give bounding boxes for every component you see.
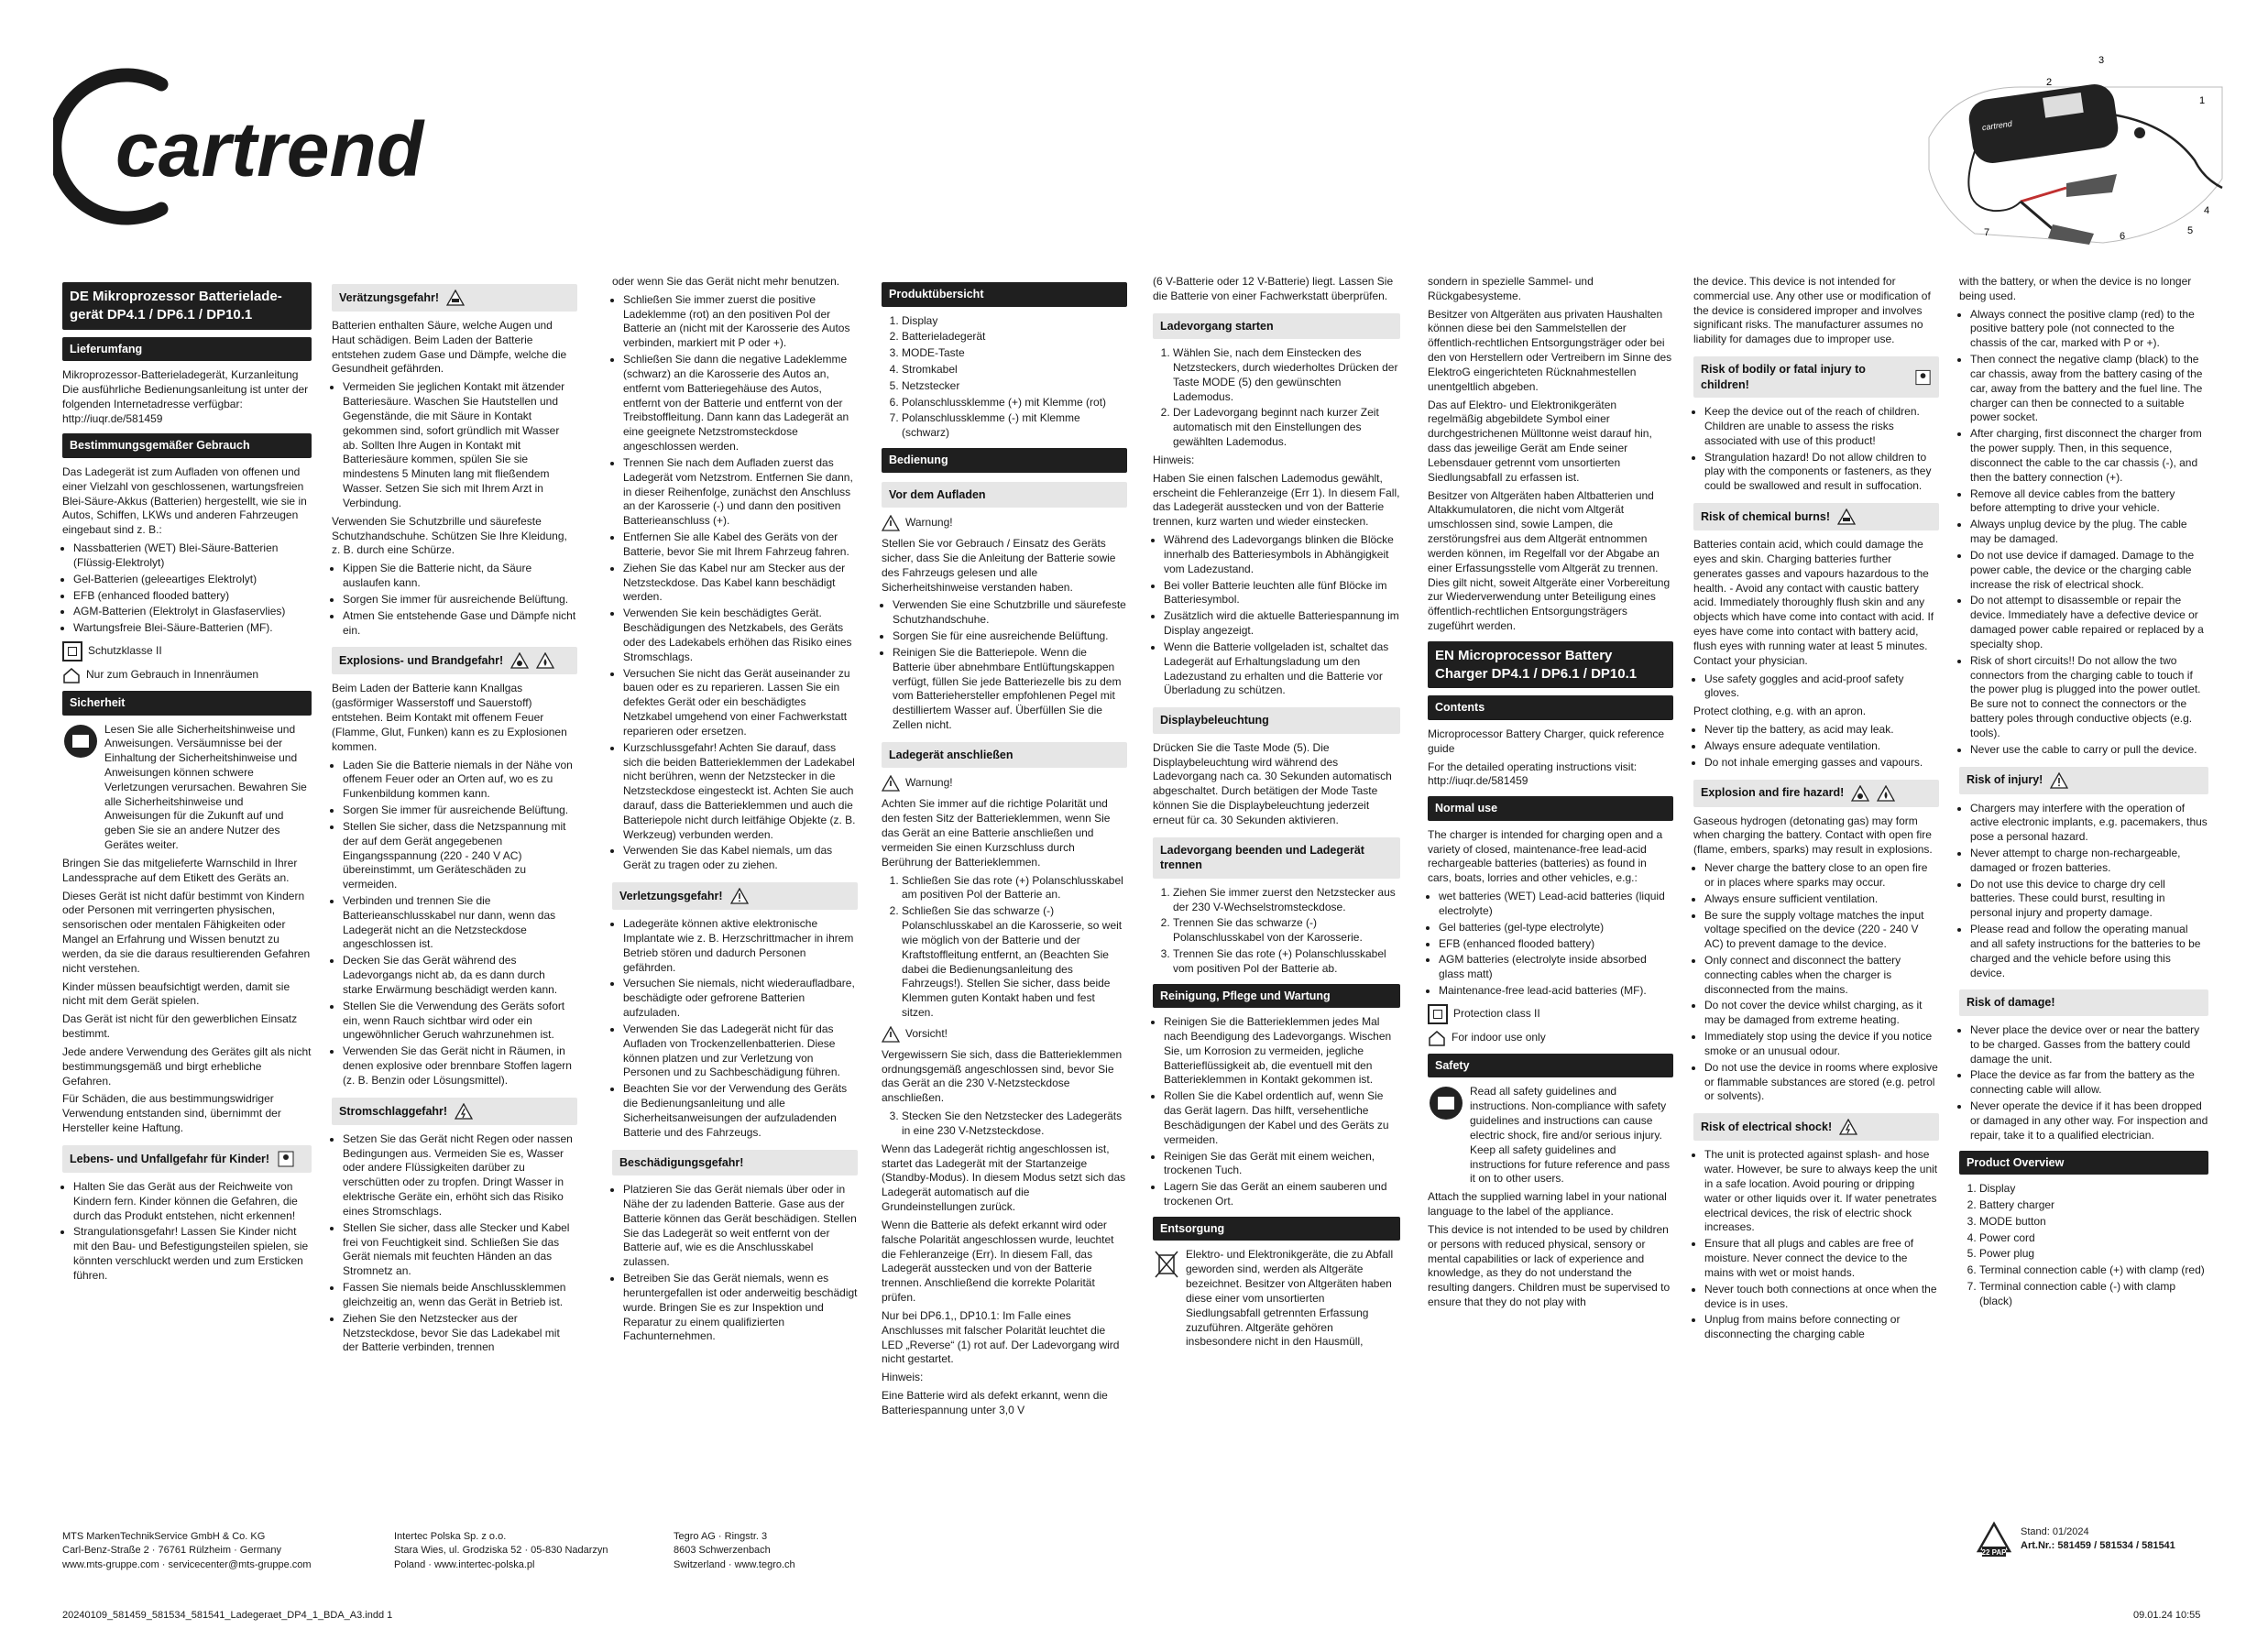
list-item: • Setzen Sie das Gerät nicht Regen oder nassen Bedingungen aus. Vermeiden Sie es, Wasser oder andere Flüssigkeiten darüber zu verschütten oder zu tropfen. Dringt Wasser in elektrische Geräte ein, erhöht sich das Risiko eines Stromschlags. <box>343 1132 577 1219</box>
warning-icon <box>882 515 900 531</box>
callout-4: 4 <box>2204 205 2210 216</box>
list-item: • Schließen Sie immer zuerst die positive Ladeklemme (rot) an den positiven Pol der Batterie an (nicht mit der Karosserie des Autos verbinden, markiert mit P oder +). <box>623 293 858 351</box>
list-item: • Verwenden Sie eine Schutzbrille und säurefeste Schutzhandschuhe. <box>893 598 1127 628</box>
electrical-shock-heading: Risk of electrical shock! <box>1693 1113 1939 1141</box>
list-item: • Immediately stop using the device if you notice smoke or an unusual odour. <box>1704 1030 1939 1059</box>
innenraum-label: Nur zum Gebrauch in Innenräumen <box>86 668 259 682</box>
column-de-4 <box>882 275 1127 1422</box>
list-item: • Do not use the device in rooms where explosive or flammable substances are stored (e.g. petrol or solvents). <box>1704 1061 1939 1104</box>
list-item: • Reinigen Sie die Batterieklemmen jedes Mal nach Beendigung des Ladevorgangs. Wischen Sie, um Korrosion zu vermeiden, jegliche Batterieflüssigkeit ab, die eventuell mit den Batterieklemmen in Kontakt gekommen ist. <box>1164 1015 1400 1088</box>
list-item: • wet batteries (WET) Lead-acid batteries (liquid electrolyte) <box>1439 890 1673 919</box>
list-item: • Never place the device over or near the battery to be charged. Gasses from the battery could damage the unit. <box>1970 1023 2208 1066</box>
protection-label: Protection class II <box>1453 1006 1540 1020</box>
list-item: • Then connect the negative clamp (black) to the car chassis, away from the battery casing of the car, away from the battery and the fuel line. The charger can then be connected to a suitable power socket. <box>1970 353 2208 425</box>
footer-line: MTS MarkenTechnikService GmbH & Co. KG <box>62 1531 266 1542</box>
list-item: • Ziehen Sie das Kabel nur am Stecker aus der Netzsteckdose. Das Kabel kann beschädigt werden. <box>623 562 858 605</box>
cartrend-logo <box>53 64 438 229</box>
recycling-pap-icon <box>1975 1521 2013 1562</box>
warning-label: Warnung! <box>905 776 953 790</box>
column-6 <box>1428 275 1673 1314</box>
list-item: 2. Battery charger <box>1979 1198 2208 1213</box>
list-item: • Keep the device out of the reach of children. Children are unable to assess the risks associated with use of this product! <box>1704 405 1939 448</box>
column-de-3 <box>612 275 858 1348</box>
list-item: 1. Wählen Sie, nach dem Einstecken des Netzsteckers, durch wiederholtes Drücken der Taste MODE (5) den gewünschten Lademodus. <box>1173 346 1400 404</box>
caution-icon <box>882 1026 900 1043</box>
list-item: • Fassen Sie niemals beide Anschlussklemmen gleichzeitig an, wenn das Gerät in Betrieb ist. <box>343 1281 577 1310</box>
footer-tegro <box>674 1530 795 1572</box>
list-item: • Stellen Sie die Verwendung des Geräts sofort ein, wenn Rauch sichtbar wird oder ein ungewöhnlicher Geruch wahrzunehmen ist. <box>343 1000 577 1043</box>
anschliessen-text-3: Wenn die Batterie als defekt erkannt wird oder falsche Polarität angeschlossen wurde, leuchtet die Fehleranzeige (Err). In diesem Fall, das Ladegerät ausstecken und von der Batterie trennen. Anschließend die korrekte Polarität prüfen. <box>882 1218 1114 1305</box>
corrosive-warning-icon <box>446 290 465 306</box>
veraetzung-text: Batterien enthalten Säure, welche Augen und Haut schädigen. Beim Laden der Batterie entstehen zudem Gase und Dämpfe, welche die Gesundheit gefährden. <box>332 319 567 376</box>
vor-text: Stellen Sie vor Gebrauch / Einsatz des Geräts sicher, dass Sie die Anleitung der Batterie sowie des Fahrzeugs gelesen und alle Sicherheitshinweise verstanden haben. <box>882 537 1116 594</box>
electric-warning-icon <box>1839 1119 1857 1135</box>
entsorgung-heading: Entsorgung <box>1153 1217 1400 1241</box>
normal-use-text: The charger is intended for charging open and a variety of closed, maintenance-free lead-acid rechargeable batteries (batteries) as found in cars, boats, lorries and other vehicles, e.g.: <box>1428 827 1663 885</box>
continued-text: sondern in spezielle Sammel- und Rückgabesysteme. <box>1428 275 1594 302</box>
list-item: • Reinigen Sie die Batteriepole. Wenn die Batterie über abnehmbare Entlüftungskappen verfügt, füllen Sie jede Batteriezelle bis zu dem vom Batteriehersteller empfohlenen Pegel mit destilliertem Wasser auf. Überfüllen Sie die Zellen nicht. <box>893 646 1127 733</box>
product-illustration <box>1920 50 2231 261</box>
list-item: • Versuchen Sie niemals, nicht wiederaufladbare, beschädigte oder gefrorene Batterien aufzuladen. <box>623 977 858 1020</box>
sicherheit-heading: Sicherheit <box>62 691 312 716</box>
veraetzung-text-2: Verwenden Sie Schutzbrille und säurefeste Schutzhandschuhe. Schützen Sie Ihre Kleidung, z. B. durch eine Schürze. <box>332 514 567 557</box>
kinder-heading: Lebens- und Unfallgefahr für Kinder! <box>62 1145 312 1173</box>
entsorgung-text-1: Besitzer von Altgeräten aus privaten Haushalten können diese bei den Sammelstellen der öffentlich-rechtlichen Entsorgungsträger oder bei den von Herstellern oder Vertreibern im Sinne des ElektroG eingerichteten Rücknahmestellen unentgeltlich abgeben. <box>1428 307 1672 393</box>
list-item: • Verwenden Sie das Kabel niemals, um das Gerät zu tragen oder zu ziehen. <box>623 844 858 873</box>
list-item: • Stellen Sie sicher, dass alle Stecker und Kabel frei von Feuchtigkeit sind. Schließen Sie das Gerät niemals mit feuchten Händen an das Stromnetz an. <box>343 1221 577 1279</box>
list-item: • Chargers may interfere with the operation of active electronic implants, e.g. pacemakers, thus pose a personal hazard. <box>1970 802 2208 845</box>
lieferumfang-text: Mikroprozessor-Batterieladegerät, Kurzanleitung Die ausführliche Bedienungsanleitung ist unter der folgenden Internetadresse verfügbar: http://iuqr.de/581459 <box>62 368 309 425</box>
list-item: • Remove all device cables from the battery before attempting to drive your vehicle. <box>1970 487 2208 517</box>
svg-text:cartrend: cartrend <box>115 106 424 192</box>
list-item: • Gel batteries (gel-type electrolyte) <box>1439 921 1673 935</box>
footer-line: Switzerland · www.tegro.ch <box>674 1558 795 1570</box>
callout-6: 6 <box>2120 231 2126 242</box>
list-item: 3. Stecken Sie den Netzstecker des Ladegeräts in eine 230 V-Netzsteckdose. <box>902 1110 1127 1139</box>
veraetzung-heading: Verätzungsgefahr! <box>332 284 577 312</box>
warning-icon <box>882 775 900 792</box>
list-item: • Never touch both connections at once when the device is in uses. <box>1704 1283 1939 1312</box>
list-item: 1. Schließen Sie das rote (+) Polanschlusskabel am positiven Pol der Batterie an. <box>902 874 1127 903</box>
list-item: • Verbinden und trennen Sie die Batterieanschlusskabel nur dann, wenn das Ladegerät nicht an die Netzsteckdose angeschlossen ist. <box>343 894 577 952</box>
footer-line: www.mts-gruppe.com · servicecenter@mts-gruppe.com <box>62 1558 312 1570</box>
callout-2: 2 <box>2046 77 2053 88</box>
list-item: • Kurzschlussgefahr! Achten Sie darauf, dass sich die beiden Batterieklemmen der Ladekabel nicht berühren, wenn der Netzstecker in die Netzsteckdose eingesteckt ist. Achten Sie auch darauf, dass die Batterieklemmen und auch die Batteriepole nicht durch leitfähige Objekte (z. B. Werkzeug) verbunden werden. <box>623 741 858 843</box>
list-item: • Atmen Sie entstehende Gase und Dämpfe nicht ein. <box>343 609 577 639</box>
list-item: • AGM batteries (electrolyte inside absorbed glass matt) <box>1439 953 1673 982</box>
list-item: • Sorgen Sie immer für ausreichende Belüftung. <box>343 804 577 818</box>
list-item: • Bei voller Batterie leuchten alle fünf Blöcke im Batteriesymbol. <box>1164 579 1400 608</box>
anschliessen-heading: Ladegerät anschließen <box>882 742 1127 769</box>
hinweis-label: Hinweis: <box>882 1371 924 1384</box>
sicherheit-text-3: Dieses Gerät ist nicht dafür bestimmt von Kindern oder Personen mit verringerten physischen, sensorischen oder mentalen Fähigkeiten oder Mangel an Erfahrung und Wissen benutzt zu werden, da sie die daraus resultierenden Gefahren nicht verstehen. <box>62 889 311 975</box>
list-item: 5. Netzstecker <box>902 379 1127 394</box>
reinigung-heading: Reinigung, Pflege und Wartung <box>1153 984 1400 1009</box>
verletzung-heading: Verletzungsgefahr! <box>612 882 858 910</box>
explosion-warning-icon <box>510 652 529 669</box>
continued-text: with the battery, or when the device is no longer being used. <box>1959 275 2192 302</box>
list-item: • Platzieren Sie das Gerät niemals über oder in Nähe der zu ladenden Batterie. Gase aus der Batterie können das Gerät beschädigen. Stellen Sie das Ladegerät so weit entfernt von der Batterie auf, wie es die Anschlusskabel zulassen. <box>623 1183 858 1270</box>
list-item: • Strangulationsgefahr! Lassen Sie Kinder nicht mit den Bau- und Befestigungsteilen spielen, sie könnten verschluckt werden und zum Ersticken führen. <box>73 1225 312 1283</box>
list-item: • Strangulation hazard! Do not allow children to play with the components or fasteners, as they could be swallowed and result in suffocation. <box>1704 451 1939 494</box>
footer-line: 8603 Schwerzenbach <box>674 1545 771 1557</box>
chemical-text-2: Protect clothing, e.g. with an apron. <box>1693 705 1867 718</box>
exclamation-warning-icon <box>730 888 749 904</box>
list-item: 4. Stromkabel <box>902 363 1127 377</box>
sicherheit-text-5: Das Gerät ist nicht für den gewerblichen Einsatz bestimmt. <box>62 1012 298 1041</box>
list-item: • Never charge the battery close to an open fire or in places where sparks may occur. <box>1704 861 1939 891</box>
de-title: DE Mikroprozessor Batterielade-gerät DP4.1 / DP6.1 / DP10.1 <box>62 282 312 330</box>
list-item: 1. Display <box>902 314 1127 329</box>
normal-use-heading: Normal use <box>1428 796 1673 821</box>
gebrauch-heading: Bestimmungsgemäßer Gebrauch <box>62 433 312 458</box>
bodily-injury-heading: Risk of bodily or fatal injury to children! <box>1693 356 1939 398</box>
article-number: Art.Nr.: 581459 / 581534 / 581541 <box>2021 1540 2175 1552</box>
list-item: • Versuchen Sie nicht das Gerät auseinander zu bauen oder es zu reparieren. Lassen Sie ein defektes Gerät oder ein beschädigtes Netzkabel umgehend von einer Fachwerkstatt reparieren oder ersetzen. <box>623 667 858 739</box>
safety-text-2: Attach the supplied warning label in your national language to the label of the appliance. <box>1428 1190 1667 1219</box>
produkt-heading: Produktübersicht <box>882 282 1127 307</box>
list-item: 7. Terminal connection cable (-) with clamp (black) <box>1979 1280 2208 1309</box>
list-item: 7. Polanschlussklemme (-) mit Klemme (schwarz) <box>902 411 1127 441</box>
schutzklasse-label: Schutzklasse II <box>88 644 162 658</box>
warning-label: Warnung! <box>905 516 953 530</box>
chemical-text: Batteries contain acid, which could damage the eyes and skin. Charging batteries further generates gasses and vapours hazardous to the health. - Avoid any contact with caustic battery acid. Immediately thoroughly flush skin and any objects which have come into contact with acid. If eyes have come into contact with battery acid, flush eyes with running water at least 5 minutes. Contact your physician. <box>1693 538 1934 667</box>
safety-text-3: This device is not intended to be used by children or persons with reduced physical, sensory or mental capabilities or lack of experience and knowledge, as they do not understand the resulting dangers. Children must be supervised to ensure that they do not play with <box>1428 1222 1671 1308</box>
continued-text: oder wenn Sie das Gerät nicht mehr benutzen. <box>612 275 840 288</box>
electric-warning-icon <box>455 1103 473 1120</box>
explosion-warning-icon <box>1851 785 1869 802</box>
list-item: 6. Terminal connection cable (+) with clamp (red) <box>1979 1263 2208 1278</box>
sicherheit-text-2: Bringen Sie das mitgelieferte Warnschild in Ihrer Landessprache auf dem Etikett des Geräts an. <box>62 856 298 884</box>
list-item: • Während des Ladevorgangs blinken die Blöcke innerhalb des Batteriesymbols in Abhängigkeit vom Ladezustand. <box>1164 533 1400 576</box>
lieferumfang-heading: Lieferumfang <box>62 337 312 362</box>
list-item: • Never use the cable to carry or pull the device. <box>1970 743 2208 758</box>
list-item: • Always ensure sufficient ventilation. <box>1704 892 1939 907</box>
list-item: 4. Power cord <box>1979 1231 2208 1246</box>
callout-3: 3 <box>2098 55 2105 66</box>
list-item: • Stellen Sie sicher, dass die Netzspannung mit der auf dem Gerät angegebenen Eingangsspannung (220 - 240 V AC) übereinstimmt, um Geräteschäden zu vermeiden. <box>343 820 577 892</box>
footer-intertec <box>394 1530 608 1572</box>
list-item: • Sorgen Sie für eine ausreichende Belüftung. <box>893 629 1127 644</box>
caution-label: Vorsicht! <box>905 1026 948 1040</box>
hinweis-text: Haben Sie einen falschen Lademodus gewählt, erscheint die Fehleranzeige (Err 1). In diesem Fall, das Ladegerät ausstecken und von der Batterie trennen, kurz warten und wieder einstecken. <box>1153 471 1400 529</box>
exclamation-warning-icon <box>2050 772 2068 789</box>
list-item: • Please read and follow the operating manual and all safety instructions for the batteries to be charged and the vehicle before using this device. <box>1970 923 2208 980</box>
corrosive-warning-icon <box>1837 508 1856 525</box>
list-item: • Sorgen Sie immer für ausreichende Belüftung. <box>343 593 577 607</box>
footer-line: Tegro AG · Ringstr. 3 <box>674 1531 768 1542</box>
list-item: • Rollen Sie die Kabel ordentlich auf, wenn Sie das Gerät lagern. Das hilft, versehentliche Beschädigungen der Kabel und des Geräts zu vermeiden. <box>1164 1089 1400 1147</box>
strom-heading: Stromschlaggefahr! <box>332 1098 577 1125</box>
list-item: • Do not attempt to disassemble or repair the device. Immediately have a defective device or damaged power cable repaired or replaced by a specialty shop. <box>1970 594 2208 651</box>
list-item: • Always unplug device by the plug. The cable may be damaged. <box>1970 518 2208 547</box>
sicherheit-text-7: Für Schäden, die aus bestimmungswidriger Verwendung entstanden sind, übernimmt der Hersteller keine Haftung. <box>62 1092 281 1135</box>
list-item: • Never tip the battery, as acid may leak. <box>1704 723 1939 738</box>
sicherheit-text-6: Jede andere Verwendung des Gerätes gilt als nicht bestimmungsgemäß und birgt erhebliche Gefahren. <box>62 1044 312 1088</box>
document-meta <box>2021 1525 2175 1554</box>
list-item: 2. Trennen Sie das schwarze (-) Polanschlusskabel von der Karosserie. <box>1173 916 1400 946</box>
list-item: • Maintenance-free lead-acid batteries (MF). <box>1439 984 1673 999</box>
beschaedigung-heading: Beschädigungsgefahr! <box>612 1150 858 1176</box>
child-warning-icon <box>277 1151 295 1167</box>
explosion-text: Gaseous hydrogen (detonating gas) may form when charging the battery. Contact with open fire (flame, embers, sparks) may result in explosions. <box>1693 814 1933 857</box>
list-item: • EFB (enhanced flooded battery) <box>73 589 312 604</box>
list-item: • Verwenden Sie das Gerät nicht in Räumen, in denen explosive oder brennbare Stoffen lagern (z. B. Benzin oder Lösungsmittel). <box>343 1044 577 1088</box>
column-de-1 <box>62 275 312 1287</box>
indoor-label: For indoor use only <box>1452 1030 1546 1044</box>
list-item: • Gel-Batterien (geleeartiges Elektrolyt) <box>73 573 312 587</box>
display-heading: Displaybeleuchtung <box>1153 707 1400 734</box>
job-date: 09.01.24 10:55 <box>2133 1610 2201 1621</box>
list-item: • Ladegeräte können aktive elektronische Implantate wie z. B. Herzschrittmacher in ihrem Betrieb stören und dadurch Personen gefährden. <box>623 917 858 975</box>
list-item: 2. Batterieladegerät <box>902 330 1127 344</box>
list-item: • Beachten Sie vor der Verwendung des Geräts die Bedienungsanleitung und alle Sicherheitsanweisungen der aufzuladenden Batterie und des Fahrzeugs. <box>623 1082 858 1140</box>
sicherheit-text-1: Lesen Sie alle Sicherheitshinweise und Anweisungen. Versäumnisse bei der Einhaltung der Sicherheitshinweise und Anweisungen können schwere Verletzungen verursachen. Bewahren Sie alle Sicherheitshinweise und Anweisungen für die Zukunft auf und geben Sie sie an andere Nutzer des Gerätes weiter. <box>104 722 307 852</box>
list-item: • Use safety goggles and acid-proof safety gloves. <box>1704 672 1939 702</box>
list-item: • Zusätzlich wird die aktuelle Batteriespannung im Display angezeigt. <box>1164 609 1400 639</box>
continued-text: the device. This device is not intended for commercial use. Any other use or modification of the device is considered improper and involves significant risks. The manufacturer assumes no liability for damages due to improper use. <box>1693 275 1931 346</box>
list-item: • Verwenden Sie das Ladegerät nicht für das Aufladen von Trockenzellenbatterien. Diese können platzen und zur Verletzung von Personen und zu Sachbeschädigung führen. <box>623 1022 858 1080</box>
list-item: • Ensure that all plugs and cables are free of moisture. Never connect the device to the mains with wet or moist hands. <box>1704 1237 1939 1280</box>
list-item: 3. Trennen Sie das rote (+) Polanschlusskabel vom positiven Pol der Batterie ab. <box>1173 947 1400 977</box>
list-item: • Ziehen Sie den Netzstecker aus der Netzsteckdose, bevor Sie das Ladekabel mit der Batterie verbinden, trennen <box>343 1312 577 1355</box>
list-item: • Entfernen Sie alle Kabel des Geräts von der Batterie, bevor Sie mit Ihrem Fahrzeug fahren. <box>623 530 858 560</box>
column-en-2 <box>1693 275 1939 1346</box>
list-item: • Do not inhale emerging gasses and vapours. <box>1704 756 1939 771</box>
callout-5: 5 <box>2187 225 2194 236</box>
ladevorgang-heading: Ladevorgang starten <box>1153 313 1400 340</box>
list-item: • Wartungsfreie Blei-Säure-Batterien (MF). <box>73 621 312 636</box>
list-item: • After charging, first disconnect the charger from the power supply. Then, in this sequence, disconnect the cable to the car chassis (-), and then the battery connection (+). <box>1970 427 2208 485</box>
list-item: 1. Ziehen Sie immer zuerst den Netzstecker aus der 230 V-Wechselstromsteckdose. <box>1173 886 1400 915</box>
footer-line: Poland · www.intertec-polska.pl <box>394 1558 535 1570</box>
vorsicht-text: Vergewissern Sie sich, dass die Batterieklemmen ordnungsgemäß angeschlossen sind, bevor Sie das Gerät an die 230 V-Netzsteckdose anschließen. <box>882 1047 1123 1105</box>
callout-7: 7 <box>1984 227 1990 238</box>
svg-text:cartrend: cartrend <box>1981 118 2013 133</box>
list-item: • Do not cover the device whilst charging, as it may be damaged from extreme heating. <box>1704 999 1939 1028</box>
safety-heading: Safety <box>1428 1054 1673 1078</box>
stand-date: Stand: 01/2024 <box>2021 1526 2089 1537</box>
footer-line: Carl-Benz-Straße 2 · 76761 Rülzheim · Germany <box>62 1545 282 1557</box>
list-item: • Lagern Sie das Gerät an einem sauberen und trockenen Ort. <box>1164 1180 1400 1209</box>
list-item: • Place the device as far from the battery as the connecting cable will allow. <box>1970 1068 2208 1098</box>
anschliessen-text-4: Nur bei DP6.1,, DP10.1: Im Falle eines Anschlusses mit falscher Polarität leuchtet die LED „Reverse“ (1) rot auf. Der Ladevorgang wird nicht gestartet. <box>882 1308 1120 1366</box>
list-item: 6. Polanschlussklemme (+) mit Klemme (rot) <box>902 396 1127 410</box>
continued-text: (6 V-Batterie oder 12 V-Batterie) liegt. Lassen Sie die Batterie von einer Fachwerkstatt überprüfen. <box>1153 275 1394 302</box>
fire-warning-icon <box>1877 785 1895 802</box>
list-item: • EFB (enhanced flooded battery) <box>1439 937 1673 952</box>
child-warning-icon <box>1914 369 1932 386</box>
job-file-name: 20240109_581459_581534_581541_Ladegeraet_DP4_1_BDA_A3.indd 1 <box>62 1610 393 1621</box>
entsorgung-text-3: Besitzer von Altgeräten haben Altbatterien und Altakkumulatoren, die nicht vom Altgerät umschlossen sind, sowie Lampen, die zerstörungsfrei aus dem Altgerät entnommen werden können, im Regelfall vor der Abgabe an einer Erfassungsstelle vom Altgerät zu trennen. Dies gilt nicht, soweit Altgeräte einer Vorbereitung zur Wiederverwendung unter Beteiligung eines öffentlich-rechtlichen Entsorgungsträgers zugeführt werden. <box>1428 488 1671 633</box>
logo-graphic <box>53 64 438 229</box>
list-item: • Schließen Sie dann die negative Ladeklemme (schwarz) an die Karosserie des Autos an, entfernt vom Batteriegehäuse des Autos, entfernt von der Batterie und entfernt von der Treibstoffleitung. Dann kann das Ladegerät an eine geeignete Netzstromsteckdose angeschlossen werden. <box>623 353 858 454</box>
list-item: • Risk of short circuits!! Do not allow the two connectors from the charging cable to touch if the power plug is plugged into the power outlet. Be sure not to connect the connectors or the battery poles through conductive objects (e.g. tools). <box>1970 654 2208 741</box>
list-item: • Unplug from mains before connecting or disconnecting the charging cable <box>1704 1313 1939 1342</box>
explosion-heading: Explosions- und Brandgefahr! <box>332 647 577 674</box>
list-item: 1. Display <box>1979 1182 2208 1197</box>
list-item: 3. MODE button <box>1979 1215 2208 1230</box>
house-icon <box>62 667 81 683</box>
anschliessen-text-2: Wenn das Ladegerät richtig angeschlossen ist, startet das Ladegerät mit der Startanzeige (Standby-Modus). In diesem Modus setzt sich das Ladegerät automatisch auf die Grundeinstellungen zurück. <box>882 1142 1126 1214</box>
list-item: • AGM-Batterien (Elektrolyt in Glasfaservlies) <box>73 605 312 619</box>
list-item: • Halten Sie das Gerät aus der Reichweite von Kindern fern. Kinder können die Gefahren, die durch das Produkt entstehen, nicht erkennen! <box>73 1180 312 1223</box>
contents-text: Microprocessor Battery Charger, quick reference guide <box>1428 727 1665 755</box>
read-manual-icon <box>1428 1085 1464 1121</box>
hinweis-label: Hinweis: <box>1153 453 1195 466</box>
list-item: • Always ensure adequate ventilation. <box>1704 739 1939 754</box>
damage-heading: Risk of damage! <box>1959 989 2208 1016</box>
beenden-heading: Ladevorgang beenden und Ladegerät trennen <box>1153 837 1400 879</box>
fire-warning-icon <box>536 652 554 669</box>
callout-1: 1 <box>2199 95 2206 106</box>
list-item: • Do not use device if damaged. Damage to the power cable, the device or the charging cable increase the risk of electrical shock. <box>1970 549 2208 592</box>
display-text: Drücken Sie die Taste Mode (5). Die Displaybeleuchtung wird während des Ladevorgang nach ca. 30 Sekunden automatisch abgeschaltet. Durch betätigen der Mode Taste können Sie die Displaybeleuchtung jederzeit erneut für ca. 30 Sekunden aktivieren. <box>1153 740 1392 826</box>
list-item: • Never attempt to charge non-rechargeable, damaged or frozen batteries. <box>1970 847 2208 876</box>
injury-heading: Risk of injury! <box>1959 767 2208 794</box>
list-item: 2. Schließen Sie das schwarze (-) Polanschlusskabel an die Karosserie, so weit wie möglich von der Batterie und der Kraftstoffleitung entfernt, an (Beachten Sie dabei die Bedienungsanleitung des Fahrzeugs!). Stellen Sie sicher, dass beide Klemmen guten Kontakt haben und fest sitzen. <box>902 904 1127 1021</box>
list-item: • Vermeiden Sie jeglichen Kontakt mit ätzender Batteriesäure. Waschen Sie Hautstellen und Gegenstände, die mit Säure in Kontakt gekommen sind, sofort gründlich mit Wasser ab. Sollten Ihre Augen in Kontakt mit Batteriesäure kommen, spülen Sie sie mindestens 5 Minuten lang mit fließendem Wasser. Setzen Sie sich mit Ihrem Arzt in Verbindung. <box>343 380 577 510</box>
contents-text-2: For the detailed operating instructions visit: http://iuqr.de/581459 <box>1428 760 1638 788</box>
footer-mts <box>62 1530 312 1572</box>
list-item: • Be sure the supply voltage matches the input voltage specified on the device (220 - 240 V AC) to prevent damage to the device. <box>1704 909 1939 952</box>
list-item: 2. Der Ladevorgang beginnt nach kurzer Zeit automatisch mit den Einstellungen des gewählten Lademodus. <box>1173 406 1400 449</box>
list-item: 3. MODE-Taste <box>902 346 1127 361</box>
entsorgung-text: Elektro- und Elektronikgeräte, die zu Abfall geworden sind, werden als Altgeräte bezeichnet. Besitzer von Altgeräten haben diese einer vom unsortierten Siedlungsabfall getrennten Erfassung zuzuführen. Altgeräte gehören insbesondere nicht in den Hausmüll, <box>1186 1248 1394 1349</box>
safety-text-1: Read all safety guidelines and instructions. Non-compliance with safety guidelines and instructions can cause electric shock, fire and/or serious injury. Keep all safety guidelines and instructions for future reference and pass it on to other users. <box>1470 1085 1671 1186</box>
list-item: • Betreiben Sie das Gerät niemals, wenn es heruntergefallen ist oder anderweitig beschädigt wurde. Bringen Sie es zur Inspektion und Reparatur zu einem qualifizierten Fachunternehmen. <box>623 1272 858 1344</box>
list-item: • Do not use this device to charge dry cell batteries. These could burst, resulting in personal injury and property damage. <box>1970 878 2208 921</box>
list-item: • Verwenden Sie kein beschädigtes Gerät. Beschädigungen des Netzkabels, des Geräts oder des Ladekabels erhöhen das Risiko eines Stromschlags. <box>623 607 858 664</box>
list-item: • Always connect the positive clamp (red) to the positive battery pole (not connected to the chassis of the car, marked with P or +). <box>1970 308 2208 351</box>
product-overview-heading: Product Overview <box>1959 1151 2208 1175</box>
hinweis-text: Eine Batterie wird als defekt erkannt, wenn die Batteriespannung unter 3,0 V <box>882 1389 1108 1416</box>
list-item: 5. Power plug <box>1979 1247 2208 1262</box>
en-title: EN Microprocessor Battery Charger DP4.1 / DP6.1 / DP10.1 <box>1428 641 1673 689</box>
list-item: • Wenn die Batterie vollgeladen ist, schaltet das Ladegerät auf Erhaltungsladung um den Ladezustand zu erhalten und die Batterie vor Überladung zu schützen. <box>1164 640 1400 698</box>
house-icon <box>1428 1030 1446 1046</box>
protection-class-icon <box>1428 1004 1448 1024</box>
list-item: • Nassbatterien (WET) Blei-Säure-Batterien (Flüssig-Elektrolyt) <box>73 541 312 571</box>
explosion-text: Beim Laden der Batterie kann Knallgas (gasförmiger Wasserstoff und Sauerstoff) entstehen. Beim Kontakt mit offenem Feuer (Flamme, Glut, Funken) kann es zu Explosionen kommen. <box>332 682 567 753</box>
list-item: • Trennen Sie nach dem Aufladen zuerst das Ladegerät vom Netzstrom. Entfernen Sie dann, in dieser Reihenfolge, zunächst den Anschluss an der Karosserie (-) und dann den positiven Batterieanschluss (+). <box>623 456 858 529</box>
list-item: • Kippen Sie die Batterie nicht, da Säure auslaufen kann. <box>343 562 577 591</box>
list-item: • Laden Sie die Batterie niemals in der Nähe von offenem Feuer oder an Orten auf, wo es zu Funkenbildung kommen kann. <box>343 759 577 802</box>
crossed-bin-icon <box>1153 1248 1180 1281</box>
list-item: • Decken Sie das Gerät während des Ladevorgangs nicht ab, da es dann durch starke Erwärmung beschädigt werden kann. <box>343 954 577 997</box>
bedienung-heading: Bedienung <box>882 448 1127 473</box>
entsorgung-text-2: Das auf Elektro- und Elektronikgeräten regelmäßig abgebildete Symbol einer durchgestrichenen Mülltonne weist darauf hin, dass das jeweilige Gerät am Ende seiner Lebensdauer getrennt vom unsortierten Siedlungsabfall zu erfassen ist. <box>1428 398 1652 484</box>
gebrauch-text: Das Ladegerät ist zum Aufladen von offenen und einer Vielzahl von geschlossenen, wartungsfreien Blei-Säure-Akkus (Batterien) hergestellt, wie sie in Autos, Schiffen, LKWs und anderen Fahrzeugen eingebaut sind z. B.: <box>62 465 307 537</box>
column-en-3 <box>1959 275 2208 1313</box>
gebrauch-list <box>62 541 312 636</box>
list-item: • Reinigen Sie das Gerät mit einem weichen, trockenen Tuch. <box>1164 1150 1400 1179</box>
list-item: • Only connect and disconnect the battery connecting cables when the charger is disconnected from the mains. <box>1704 954 1939 997</box>
contents-heading: Contents <box>1428 695 1673 720</box>
column-de-2 <box>332 275 577 1359</box>
chemical-burns-heading: Risk of chemical burns! <box>1693 503 1939 530</box>
protection-class-icon <box>62 641 82 661</box>
footer-line: Intertec Polska Sp. z o.o. <box>394 1531 507 1542</box>
anschliessen-text: Achten Sie immer auf die richtige Polarität und den festen Sitz der Batterieklemmen, wenn Sie das Gerät an eine Batterie anschließen und vermeiden Sie einen Kurzschluss durch Berührung der Batterieklemmen. <box>882 797 1111 869</box>
list-item: • Never operate the device if it has been dropped or damaged in any other way. For inspection and repair, take it to a qualified electrician. <box>1970 1099 2208 1142</box>
vor-aufladen-heading: Vor dem Aufladen <box>882 482 1127 508</box>
footer-line: Stara Wies, ul. Grodziska 52 · 05-830 Nadarzyn <box>394 1545 608 1557</box>
explosion-fire-heading: Explosion and fire hazard! <box>1693 780 1939 807</box>
list-item: • The unit is protected against splash- and hose water. However, be sure to always keep the unit in a safe location. Avoid pouring or dripping water or other liquids over it. If water penetrates electrical devices, the risk of electric shock increases. <box>1704 1148 1939 1235</box>
svg-text:22 PAP: 22 PAP <box>1981 1548 2007 1557</box>
column-de-5 <box>1153 275 1400 1353</box>
sicherheit-text-4: Kinder müssen beaufsichtigt werden, damit sie nicht mit dem Gerät spielen. <box>62 979 290 1008</box>
read-manual-icon <box>62 723 99 760</box>
